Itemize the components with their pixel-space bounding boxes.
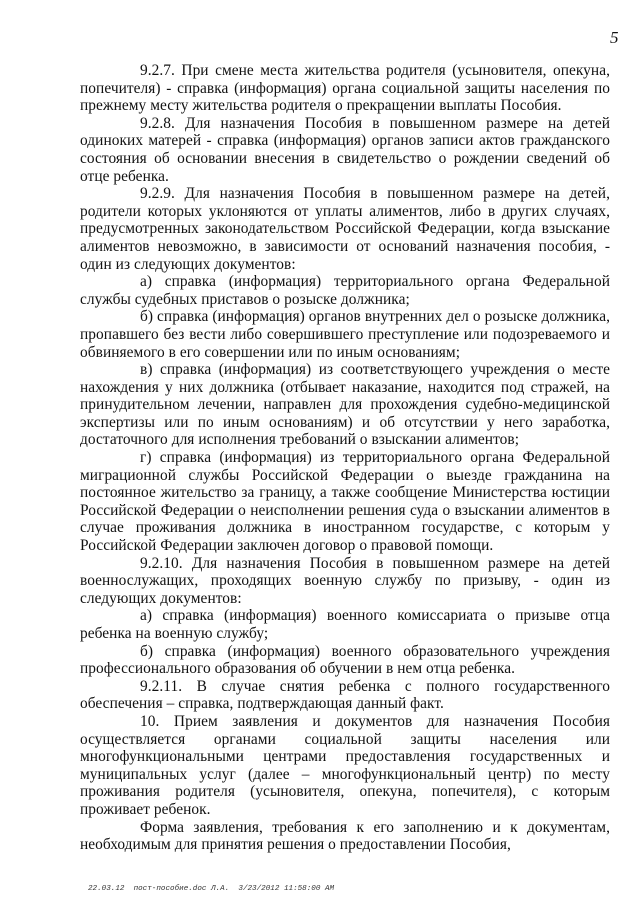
paragraph-9-2-8: 9.2.8. Для назначения Пособия в повышенном размере на детей одиноких матерей - справка (информация) органов записи актов гражданского состояния об основании внесения в свидетельство о рождении сведений об отце ребенка.: [80, 114, 610, 185]
paragraph-9-2-10: 9.2.10. Для назначения Пособия в повышенном размере на детей военнослужащих, проходящих военную службу по призыву, - один из следующих документов:: [80, 554, 610, 607]
page-number: 5: [610, 28, 619, 47]
paragraph-9-2-9-g: г) справка (информация) из территориального органа Федеральной миграционной службы Российской Федерации о выезде гражданина на постоянное жительство за границу, а также сообщение Министерства юстиции Российской Федерации о неисполнении решения суда о взыскании алиментов в случае проживания должника в иностранном государстве, с которым у Российской Федерации заключен договор о правовой помощи.: [80, 449, 610, 555]
paragraph-9-2-9-b: б) справка (информация) органов внутренних дел о розыске должника, пропавшего без вести либо совершившего преступление или подозреваемого и обвиняемого в его совершении или по иным основаниям;: [80, 308, 610, 361]
paragraph-10: 10. Прием заявления и документов для назначения Пособия осуществляется органами социальной защиты населения или многофункциональными центрами предоставления государственных и муниципальных услуг (далее – многофункциональный центр) по месту проживания родителя (усыновителя, опекуна, попечителя), с которым проживает ребенок.: [80, 712, 610, 818]
paragraph-9-2-11: 9.2.11. В случае снятия ребенка с полного государственного обеспечения – справка, подтверждающая данный факт.: [80, 677, 610, 713]
document-body: [80, 62, 610, 854]
paragraph-form: Форма заявления, требования к его заполнению и к документам, необходимым для принятия решения о предоставлении Пособия,: [80, 818, 610, 854]
paragraph-9-2-9: 9.2.9. Для назначения Пособия в повышенном размере на детей, родители которых уклоняются от уплаты алиментов, либо в других случаях, предусмотренных законодательством Российской Федерации, когда взыскание алиментов невозможно, в зависимости от оснований назначения пособия, - один из следующих документов:: [80, 185, 610, 273]
footer-file-info: 22.03.12 пост-пособие.doc Л.А. 3/23/2012 11:58:00 AM: [88, 885, 335, 893]
paragraph-9-2-9-v: в) справка (информация) из соответствующего учреждения о месте нахождения у них должника (отбывает наказание, находится под стражей, на принудительном лечении, направлен для прохождения судебно-медицинской экспертизы или по иным основаниям) и об отсутствии у него заработка, достаточного для исполнения требований о взыскании алиментов;: [80, 361, 610, 449]
paragraph-9-2-10-b: б) справка (информация) военного образовательного учреждения профессионального образования об обучении в нем отца ребенка.: [80, 642, 610, 678]
paragraph-9-2-9-a: а) справка (информация) территориального органа Федеральной службы судебных приставов о розыске должника;: [80, 273, 610, 308]
paragraph-9-2-7: 9.2.7. При смене места жительства родителя (усыновителя, опекуна, попечителя) - справка (информация) органа социальной защиты населения по прежнему месту жительства родителя о прекращении выплаты Пособия.: [80, 62, 610, 115]
paragraph-9-2-10-a: а) справка (информация) военного комиссариата о призыве отца ребенка на военную службу;: [80, 607, 610, 642]
